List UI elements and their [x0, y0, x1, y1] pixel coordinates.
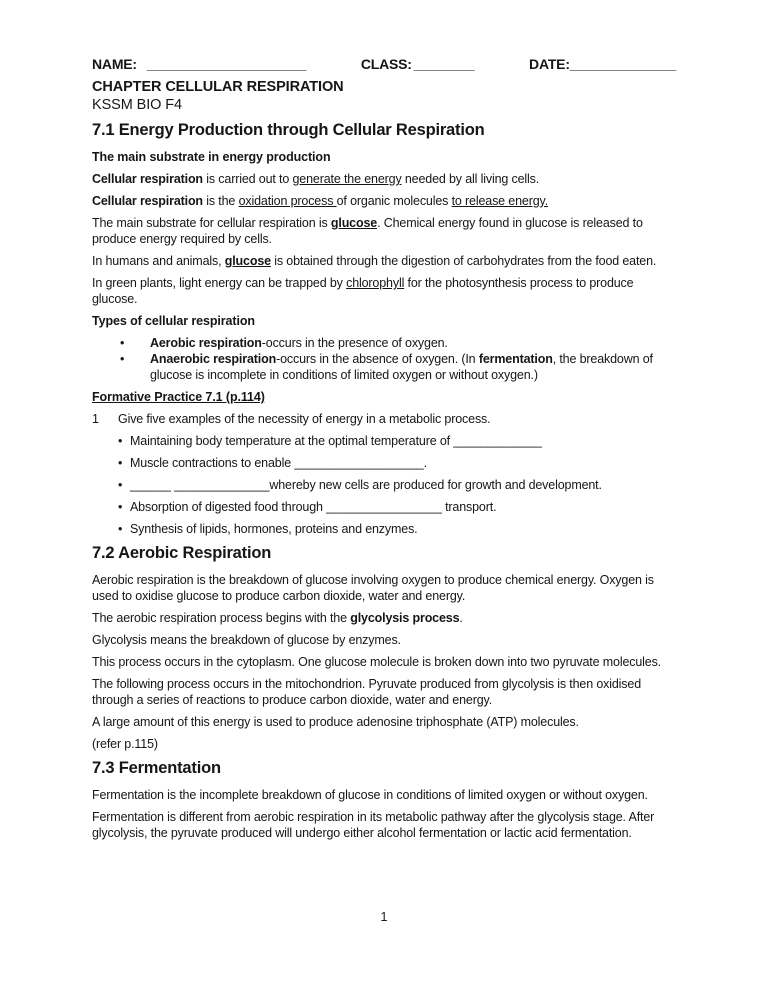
page-number: 1 — [380, 910, 388, 924]
paragraph: A large amount of this energy is used to produce adenosine triphosphate (ATP) molecules. — [92, 715, 579, 729]
answer-text: Absorption of digested food through _________________ transport. — [130, 500, 497, 514]
answer-item — [92, 477, 676, 493]
formative-practice-heading: Formative Practice 7.1 (p.114) — [92, 390, 265, 404]
date-field — [529, 56, 676, 72]
page-reference: (refer p.115) — [92, 737, 158, 751]
paragraph: The main substrate for cellular respiration is glucose. Chemical energy found in glucose is released to produce energy required by cells. — [92, 216, 643, 246]
paragraph: In humans and animals, glucose is obtained through the digestion of carbohydrates from the food eaten. — [92, 254, 657, 268]
paragraph: Aerobic respiration is the breakdown of glucose involving oxygen to produce chemical energy. Oxygen is used to oxidise glucose to produce carbon dioxide, water and energy. — [92, 573, 654, 603]
answer-item — [92, 433, 676, 449]
bullet-icon: • — [118, 500, 123, 514]
answer-text: Synthesis of lipids, hormones, proteins and enzymes. — [130, 522, 418, 536]
list-item — [92, 335, 676, 351]
paragraph: This process occurs in the cytoplasm. One glucose molecule is broken down into two pyruvate molecules. — [92, 655, 662, 669]
paragraph: Cellular respiration is carried out to generate the energy needed by all living cells. — [92, 172, 540, 186]
list-item-text: Anaerobic respiration-occurs in the absence of oxygen. (In fermentation, the breakdown of glucose is incomplete in conditions of limited oxygen or without oxygen.) — [150, 352, 653, 382]
course-code: KSSM BIO F4 — [92, 97, 182, 113]
paragraph: In green plants, light energy can be trapped by chlorophyll for the photosynthesis process to produce glucose. — [92, 276, 634, 306]
question-number: 1 — [92, 412, 99, 426]
bullet-icon: • — [118, 456, 123, 470]
paragraph: The following process occurs in the mitochondrion. Pyruvate produced from glycolysis is then oxidised through a series of reactions to produce carbon dioxide, water and energy. — [92, 677, 642, 707]
class-label: CLASS: — [360, 56, 412, 72]
section-7-3-heading: 7.3 Fermentation — [92, 759, 221, 777]
bullet-icon: • — [120, 336, 125, 350]
answer-item — [92, 521, 676, 537]
name-field — [92, 56, 306, 72]
question-1 — [92, 411, 676, 427]
bullet-icon: • — [118, 522, 123, 536]
class-blank: ________ — [413, 56, 475, 72]
question-text: Give five examples of the necessity of energy in a metabolic process. — [118, 412, 491, 426]
bullet-icon: • — [118, 478, 123, 492]
name-label: NAME: — [92, 56, 137, 72]
paragraph: Glycolysis means the breakdown of glucose by enzymes. — [92, 633, 401, 647]
answer-text: Maintaining body temperature at the optimal temperature of _____________ — [130, 434, 542, 448]
paragraph: Fermentation is different from aerobic respiration in its metabolic pathway after the glycolysis stage. After glycolysis, the pyruvate produced will undergo either alcohol fermentation or lactic acid fermentation. — [92, 810, 655, 840]
respiration-types-list — [92, 335, 676, 383]
name-blank: _____________________ — [146, 56, 307, 72]
answer-text: ______ ______________whereby new cells are produced for growth and development. — [130, 478, 602, 492]
student-info-row — [92, 56, 676, 72]
answer-item — [92, 455, 676, 471]
bullet-icon: • — [118, 434, 123, 448]
paragraph: Fermentation is the incomplete breakdown of glucose in conditions of limited oxygen or without oxygen. — [92, 788, 648, 802]
date-blank: ______________ — [569, 56, 676, 72]
date-label: DATE: — [529, 56, 570, 72]
answer-item — [92, 499, 676, 515]
bullet-icon: • — [120, 352, 125, 366]
class-field — [361, 56, 475, 72]
list-item-text: Aerobic respiration-occurs in the presence of oxygen. — [150, 336, 448, 350]
subheading-main-substrate: The main substrate in energy production — [92, 150, 331, 164]
chapter-title: CHAPTER CELLULAR RESPIRATION — [92, 79, 344, 95]
subheading-types: Types of cellular respiration — [92, 314, 255, 328]
paragraph: The aerobic respiration process begins with the glycolysis process. — [92, 611, 463, 625]
paragraph: Cellular respiration is the oxidation process of organic molecules to release energy. — [92, 194, 549, 208]
answer-text: Muscle contractions to enable ___________________. — [130, 456, 427, 470]
section-7-2-heading: 7.2 Aerobic Respiration — [92, 544, 272, 562]
section-7-1-heading: 7.1 Energy Production through Cellular Respiration — [92, 121, 485, 139]
list-item — [92, 351, 676, 383]
